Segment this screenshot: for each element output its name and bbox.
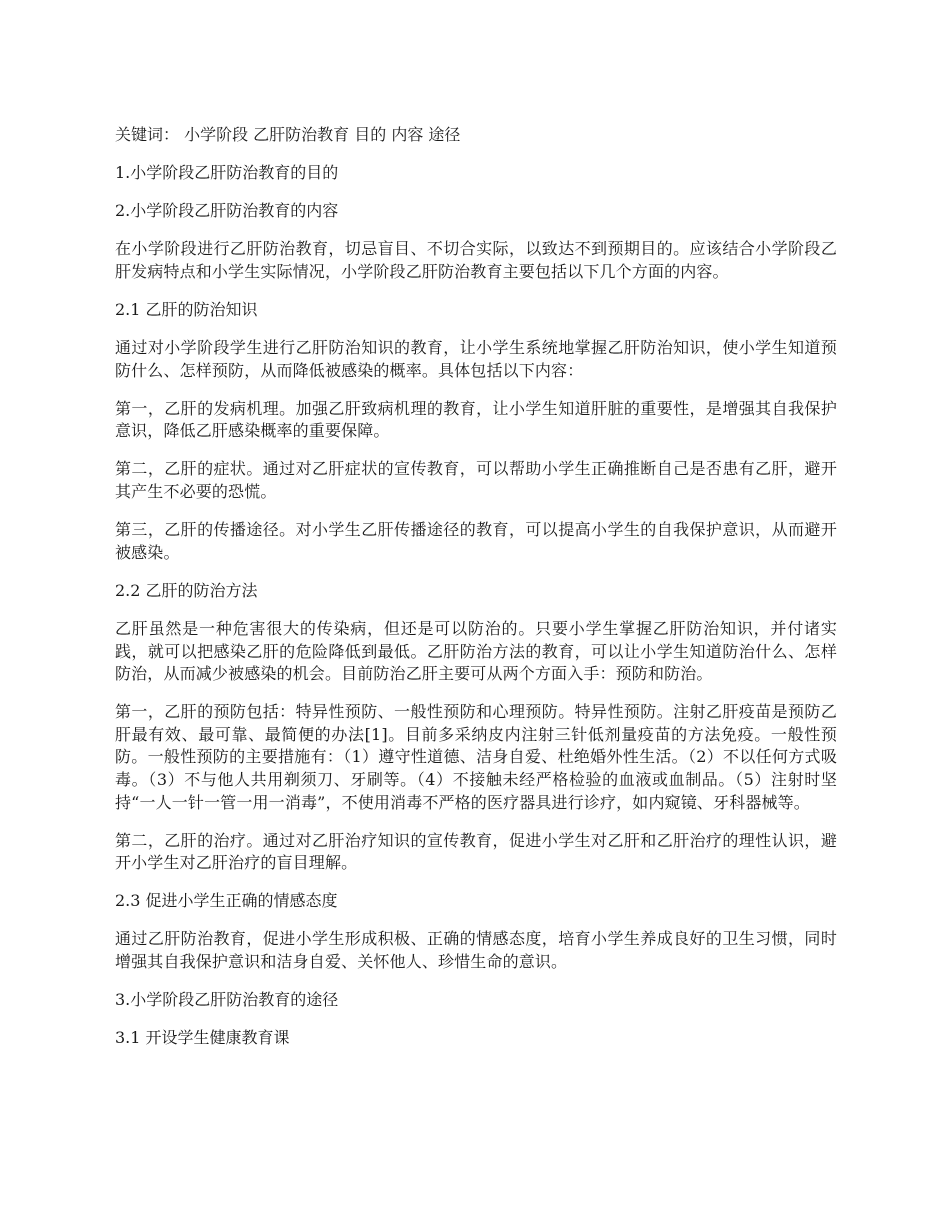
section-heading-1: 1.小学阶段乙肝防治教育的目的 xyxy=(115,163,339,183)
subsection-heading-2-2: 2.2 乙肝的防治方法 xyxy=(115,580,258,600)
keywords-line: 关键词： 小学阶段 乙肝防治教育 目的 内容 途径 xyxy=(115,125,461,144)
paragraph: 第二，乙肝的症状。通过对乙肝症状的宣传教育，可以帮助小学生正确推断自己是否患有乙肝，避开其产生不必要的恐慌。 xyxy=(115,459,837,502)
paragraph: 通过乙肝防治教育，促进小学生形成积极、正确的情感态度，培育小学生养成良好的卫生习惯，同时增强其自我保护意识和洁身自爱、关怀他人、珍惜生命的意识。 xyxy=(115,929,837,972)
paragraph: 通过对小学阶段学生进行乙肝防治知识的教育，让小学生系统地掌握乙肝防治知识，使小学生知道预防什么、怎样预防，从而降低被感染的概率。具体包括以下内容： xyxy=(115,338,837,380)
subsection-heading-2-1: 2.1 乙肝的防治知识 xyxy=(115,299,258,319)
paragraph: 第一，乙肝的发病机理。加强乙肝致病机理的教育，让小学生知道肝脏的重要性，是增强其自我保护意识，降低乙肝感染概率的重要保障。 xyxy=(115,398,837,441)
section-heading-3: 3.小学阶段乙肝防治教育的途径 xyxy=(115,990,339,1010)
paragraph: 第二，乙肝的治疗。通过对乙肝治疗知识的宣传教育，促进小学生对乙肝和乙肝治疗的理性认识，避开小学生对乙肝治疗的盲目理解。 xyxy=(115,830,837,873)
section-heading-2: 2.小学阶段乙肝防治教育的内容 xyxy=(115,201,339,221)
paragraph: 第一，乙肝的预防包括：特异性预防、一般性预防和心理预防。特异性预防。注射乙肝疫苗是预防乙肝最有效、最可靠、最简便的办法[1]。目前多采纳皮内注射三针低剂量疫苗的方法免疫。一般性预防。一般性预防的主要措施有：（1）遵守性道德、洁身自爱、杜绝婚外性生活。（2）不以任何方式吸毒。（3）不与他人共用剃须刀、牙刷等。（4）不接触未经严格检验的血液或血制品。（5）注射时坚持“一人一针一管一用一消毒”，不使用消毒不严格的医疗器具进行诊疗，如内窥镜、牙科器械等。 xyxy=(115,702,837,812)
paragraph: 乙肝虽然是一种危害很大的传染病，但还是可以防治的。只要小学生掌握乙肝防治知识，并付诸实践，就可以把感染乙肝的危险降低到最低。乙肝防治方法的教育，可以让小学生知道防治什么、怎样防治，从而减少被感染的机会。目前防治乙肝主要可从两个方面入手：预防和防治。 xyxy=(115,618,837,684)
document-page xyxy=(115,124,837,1065)
paragraph: 第三，乙肝的传播途径。对小学生乙肝传播途径的教育，可以提高小学生的自我保护意识，从而避开被感染。 xyxy=(115,520,837,562)
paragraph: 在小学阶段进行乙肝防治教育，切忌盲目、不切合实际，以致达不到预期目的。应该结合小学阶段乙肝发病特点和小学生实际情况，小学阶段乙肝防治教育主要包括以下几个方面的内容。 xyxy=(115,239,837,281)
subsection-heading-3-1: 3.1 开设学生健康教育课 xyxy=(115,1028,290,1048)
subsection-heading-2-3: 2.3 促进小学生正确的情感态度 xyxy=(115,891,338,911)
